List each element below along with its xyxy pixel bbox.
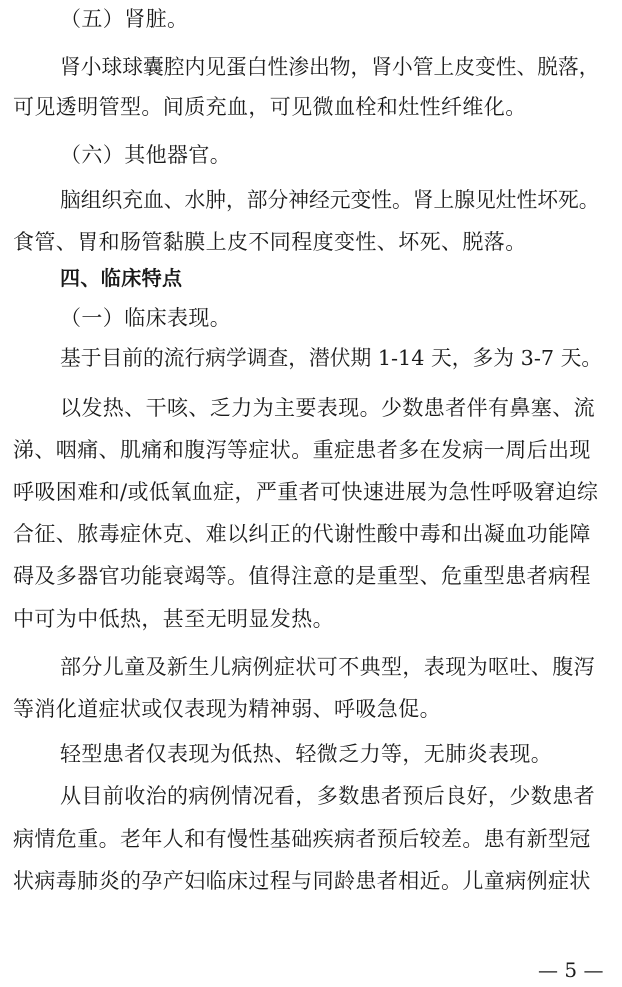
- paragraph-line: 碍及多器官功能衰竭等。值得注意的是重型、危重型患者病程: [13, 564, 591, 588]
- paragraph-line: 从目前收治的病例情况看，多数患者预后良好，少数患者: [60, 784, 595, 808]
- paragraph-line: 食管、胃和肠管黏膜上皮不同程度变性、坏死、脱落。: [13, 230, 527, 254]
- subheading-other-organs: （六）其他器官。: [60, 143, 232, 167]
- page-number: — 5 —: [538, 958, 604, 982]
- paragraph-line: 涕、咽痛、肌痛和腹泻等症状。重症患者多在发病一周后出现: [13, 438, 591, 462]
- paragraph-line: 基于目前的流行病学调查，潜伏期 1-14 天，多为 3-7 天。: [60, 346, 603, 370]
- subheading-clinical-manifestations: （一）临床表现。: [60, 306, 232, 330]
- section-heading-clinical-features: 四、临床特点: [60, 266, 183, 290]
- paragraph-line: 可见透明管型。间质充血，可见微血栓和灶性纤维化。: [13, 95, 527, 119]
- paragraph-line: 肾小球球囊腔内见蛋白性渗出物，肾小管上皮变性、脱落，: [60, 55, 600, 79]
- paragraph-line: 等消化道症状或仅表现为精神弱、呼吸急促。: [13, 697, 441, 721]
- paragraph-line: 中可为中低热，甚至无明显发热。: [13, 607, 334, 631]
- paragraph-line: 以发热、干咳、乏力为主要表现。少数患者伴有鼻塞、流: [60, 396, 595, 420]
- paragraph-line: 部分儿童及新生儿病例症状可不典型，表现为呕吐、腹泻: [60, 655, 595, 679]
- paragraph-line: 合征、脓毒症休克、难以纠正的代谢性酸中毒和出凝血功能障: [13, 522, 591, 546]
- paragraph-line: 呼吸困难和/或低氧血症，严重者可快速进展为急性呼吸窘迫综: [13, 480, 599, 504]
- paragraph-line: 状病毒肺炎的孕产妇临床过程与同龄患者相近。儿童病例症状: [13, 869, 591, 893]
- paragraph-line: 脑组织充血、水肿，部分神经元变性。肾上腺见灶性坏死。: [60, 188, 600, 212]
- subheading-kidney: （五）肾脏。: [60, 7, 189, 31]
- paragraph-line: 轻型患者仅表现为低热、轻微乏力等，无肺炎表现。: [60, 742, 553, 766]
- paragraph-line: 病情危重。老年人和有慢性基础疾病者预后较差。患有新型冠: [13, 827, 591, 851]
